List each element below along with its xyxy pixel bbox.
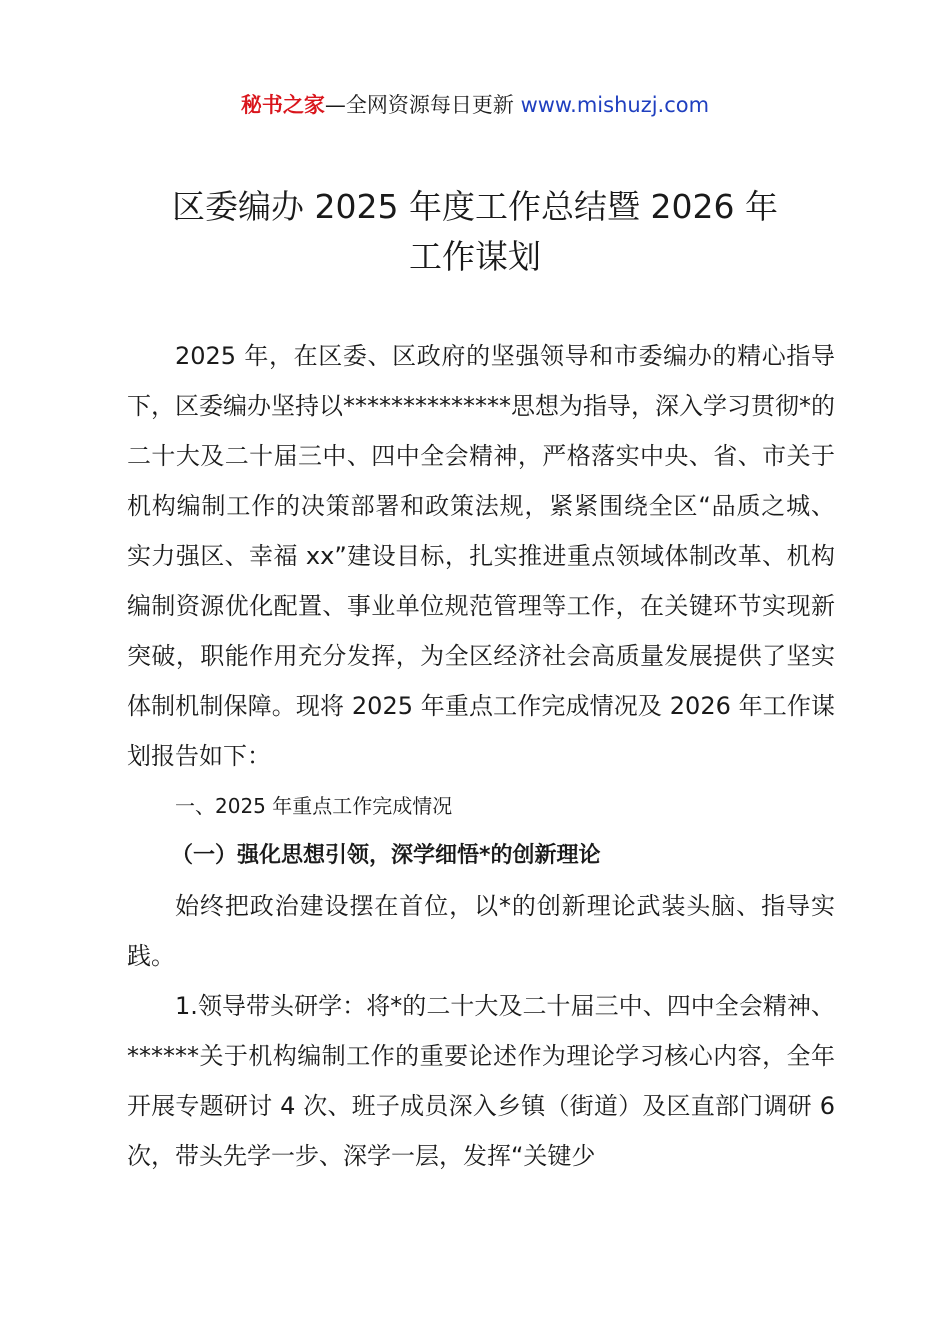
document-title-line-2: 工作谋划 (409, 237, 541, 276)
site-brand: 秘书之家 (240, 93, 325, 117)
subsection-1-heading: （一）强化思想引领，深学细悟*的创新理论 (171, 843, 601, 868)
subsection-1-intro-paragraph: 始终把政治建设摆在首位，以*的创新理论武装头脑、指导实践。 (127, 892, 835, 970)
site-header-banner (0, 90, 950, 120)
document-title-line-1: 区委编办 2025 年度工作总结暨 2026 年 (172, 187, 778, 226)
site-url-link[interactable]: www.mishuzj.com (520, 93, 710, 117)
document-body (127, 331, 835, 1181)
intro-paragraph: 2025 年，在区委、区政府的坚强领导和市委编办的精心指导下，区委编办坚持以**************思想为指导，深入学习贯彻*的二十大及二十届三中、四中全会精神，严格落实中央、省、市关于机构编制工作的决策部署和政策法规，紧紧围绕全区“品质之城、实力强区、幸福 xx”建设目标，扎实推进重点领域体制改革、机构编制资源优化配置、事业单位规范管理等工作，在关键环节实现新突破，职能作用充分发挥，为全区经济社会高质量发展提供了坚实体制机制保障。现将 2025 年重点工作完成情况及 2026 年工作谋划报告如下： (127, 342, 835, 770)
site-tagline: —全网资源每日更新 (324, 93, 521, 117)
section-1-heading: 一、2025 年重点工作完成情况 (175, 794, 453, 818)
document-title (100, 182, 850, 282)
item-1-paragraph: 1.领导带头研学：将*的二十大及二十届三中、四中全会精神、******关于机构编制工作的重要论述作为理论学习核心内容，全年开展专题研讨 4 次、班子成员深入乡镇（街道）及区直部门调研 6 次，带头先学一步、深学一层，发挥“关键少 (127, 992, 835, 1170)
